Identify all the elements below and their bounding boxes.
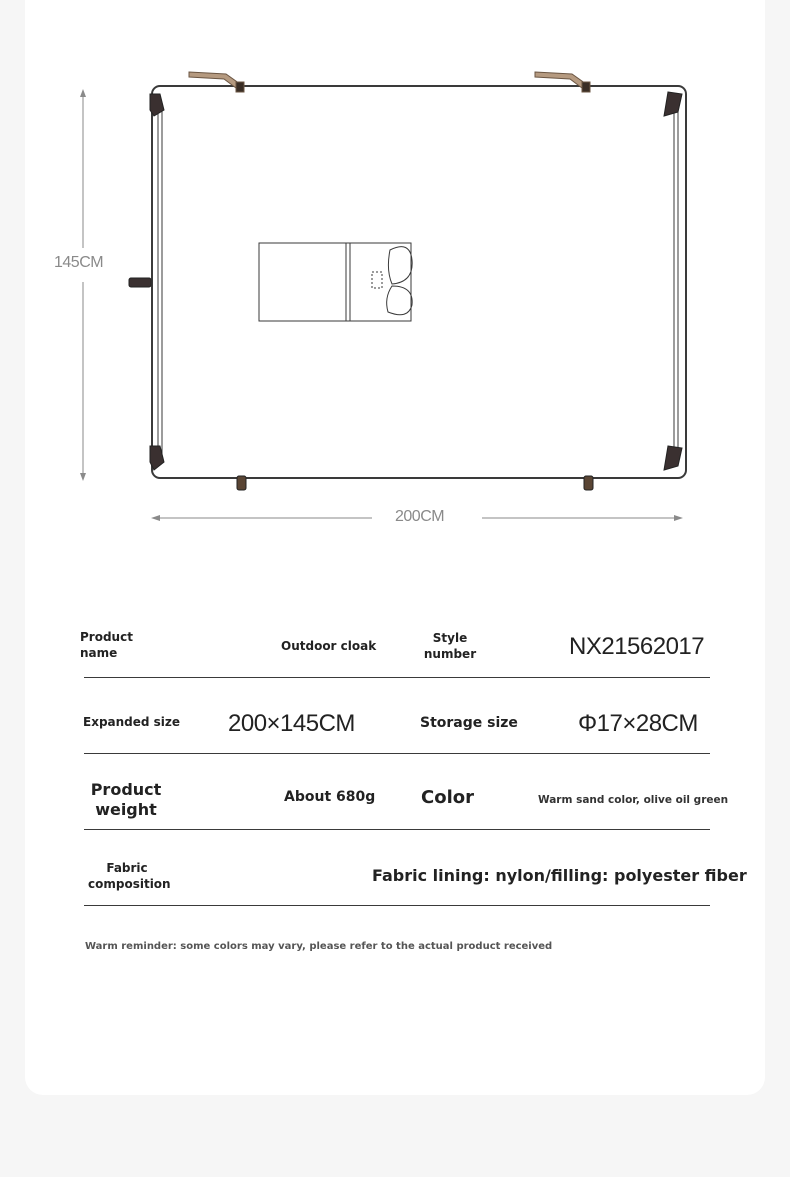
height-dimension-arrow [80, 89, 86, 481]
pouch-detail [259, 243, 412, 321]
width-label: 200CM [395, 508, 445, 525]
height-label: 145CM [54, 254, 104, 271]
expanded-size-value: 200×145CM [228, 710, 355, 737]
row-divider-3 [84, 829, 710, 830]
color-value: Warm sand color, olive oil green [538, 794, 729, 806]
product-weight-value: About 680g [284, 789, 376, 805]
top-straps [189, 72, 590, 92]
blanket-outline [152, 86, 686, 478]
row-divider-4 [84, 905, 710, 906]
product-name-label: Product name [80, 630, 133, 660]
cloak-outline-drawing [0, 0, 790, 540]
style-number-value: NX21562017 [569, 633, 705, 660]
warm-reminder-note: Warm reminder: some colors may vary, please refer to the actual product received [85, 941, 553, 952]
side-toggles [129, 278, 593, 490]
product-weight-label: Product weight [90, 780, 162, 819]
dimension-diagram [0, 0, 790, 540]
fabric-composition-value: Fabric lining: nylon/filling: polyester fiber [372, 866, 747, 885]
storage-size-label: Storage size [420, 715, 518, 731]
fabric-composition-label: Fabric composition [88, 861, 171, 891]
row-divider-1 [84, 677, 710, 678]
storage-size-value: Φ17×28CM [578, 710, 698, 737]
product-name-value: Outdoor cloak [281, 639, 377, 653]
style-number-label: Style number [423, 631, 477, 661]
expanded-size-label: Expanded size [83, 715, 181, 729]
row-divider-2 [84, 753, 710, 754]
corner-clips [150, 92, 682, 470]
color-label: Color [421, 787, 474, 808]
